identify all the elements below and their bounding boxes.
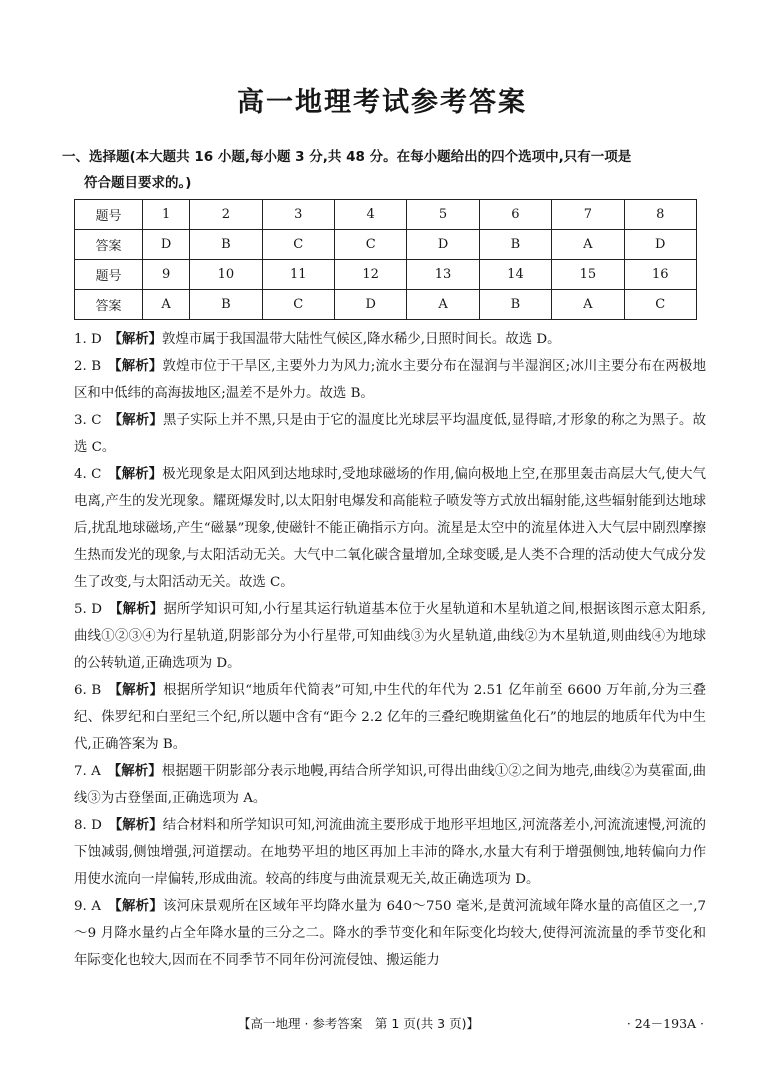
table-cell: 1 — [143, 200, 190, 230]
section-heading-line1: 一、选择题(本大题共 16 小题,每小题 3 分,共 48 分。在每小题给出的四个选项中,只有一项是 — [62, 149, 632, 165]
table-row-header: 答案 — [75, 290, 143, 320]
table-cell: B — [479, 290, 551, 320]
question-answer: 7. A — [74, 764, 101, 779]
table-row — [75, 260, 697, 290]
table-cell: 13 — [407, 260, 479, 290]
page-footer — [0, 1014, 764, 1038]
table-cell: 2 — [190, 200, 262, 230]
analysis-tag: 【解析】 — [115, 602, 164, 617]
table-cell: 12 — [334, 260, 406, 290]
table-cell: A — [407, 290, 479, 320]
section-heading-line2: 符合题目要求的。) — [84, 175, 192, 191]
question-answer: 5. D — [74, 602, 102, 617]
explanation-item — [74, 326, 706, 353]
table-cell: C — [334, 230, 406, 260]
question-answer: 8. D — [74, 818, 102, 833]
footer-code: · 24－193A · — [626, 1016, 704, 1031]
table-cell: C — [262, 290, 334, 320]
explanation-item — [74, 596, 706, 677]
table-cell: D — [624, 230, 696, 260]
table-cell: D — [143, 230, 190, 260]
analysis-tag: 【解析】 — [115, 683, 164, 698]
explanation-text: 根据所学知识“地质年代简表”可知,中生代的年代为 2.51 亿年前至 6600 万年前,分为三叠纪、侏罗纪和白垩纪三个纪,所以题中含有“距今 2.2 亿年的三叠纪晚期鲨鱼化石”的地层的地质年代为中生代,正确答案为 B。 — [74, 683, 706, 752]
question-answer: 2. B — [74, 359, 102, 374]
table-row-header: 题号 — [75, 200, 143, 230]
table-cell: 6 — [479, 200, 551, 230]
table-cell: D — [334, 290, 406, 320]
table-row — [75, 290, 697, 320]
question-answer: 6. B — [74, 683, 102, 698]
table-cell: 5 — [407, 200, 479, 230]
explanation-text: 敦煌市位于干旱区,主要外力为风力;流水主要分布在湿润与半湿润区;冰川主要分布在两极地区和中低纬的高海拔地区;温差不是外力。故选 B。 — [74, 359, 707, 401]
explanation-item — [74, 812, 706, 893]
question-answer: 9. A — [74, 899, 101, 914]
analysis-tag: 【解析】 — [115, 332, 163, 347]
table-row-header: 答案 — [75, 230, 143, 260]
explanation-text: 据所学知识可知,小行星其运行轨道基本位于火星轨道和木星轨道之间,根据该图示意太阳系,曲线①②③④为行星轨道,阴影部分为小行星带,可知曲线③为火星轨道,曲线②为木星轨道,则曲线④为地球的公转轨道,正确选项为 D。 — [74, 602, 706, 671]
table-cell: B — [479, 230, 551, 260]
explanation-text: 黑子实际上并不黑,只是由于它的温度比光球层平均温度低,显得暗,才形象的称之为黑子。故选 C。 — [74, 413, 706, 455]
table-cell: 10 — [190, 260, 262, 290]
table-cell: C — [262, 230, 334, 260]
table-cell: 11 — [262, 260, 334, 290]
analysis-tag: 【解析】 — [115, 467, 163, 482]
table-cell: C — [624, 290, 696, 320]
table-cell: A — [552, 290, 624, 320]
question-answer: 1. D — [74, 332, 102, 347]
analysis-tag: 【解析】 — [114, 359, 163, 374]
analysis-tag: 【解析】 — [115, 818, 163, 833]
explanation-text: 敦煌市属于我国温带大陆性气候区,降水稀少,日照时间长。故选 D。 — [162, 332, 561, 347]
table-cell: 14 — [479, 260, 551, 290]
table-cell: 3 — [262, 200, 334, 230]
analysis-tag: 【解析】 — [115, 413, 163, 428]
table-cell: 8 — [624, 200, 696, 230]
explanation-text: 该河床景观所在区域年平均降水量为 640～750 毫米,是黄河流域年降水量的高值区之一,7～9 月降水量约占全年降水量的三分之二。降水的季节变化和年际变化均较大,使得河流流量的季节变化和年际变化也较大,因而在不同季节不同年份河流侵蚀、搬运能力 — [74, 899, 707, 968]
table-cell: A — [552, 230, 624, 260]
table-row — [75, 200, 697, 230]
page-title: 高一地理考试参考答案 — [237, 87, 527, 118]
footer-page-info: 【高一地理 · 参考答案 第 1 页(共 3 页)】 — [238, 1016, 479, 1031]
explanation-text: 结合材料和所学知识可知,河流曲流主要形成于地形平坦地区,河流落差小,河流流速慢,河流的下蚀减弱,侧蚀增强,河道摆动。在地势平坦的地区再加上丰沛的降水,水量大有利于增强侧蚀,地转偏向力作用使水流向一岸偏转,形成曲流。较高的纬度与曲流景观无关,故正确选项为 D。 — [74, 818, 706, 887]
table-cell: 15 — [552, 260, 624, 290]
explanation-item — [74, 461, 706, 596]
explanation-item — [74, 758, 706, 812]
explanation-item — [74, 893, 706, 974]
table-cell: B — [190, 230, 262, 260]
section-heading — [62, 144, 710, 196]
explanation-list — [74, 326, 706, 974]
table-cell: 16 — [624, 260, 696, 290]
question-answer: 4. C — [74, 467, 102, 482]
analysis-tag: 【解析】 — [114, 764, 162, 779]
table-cell: D — [407, 230, 479, 260]
answer-table — [74, 199, 697, 320]
table-cell: 7 — [552, 200, 624, 230]
table-row-header: 题号 — [75, 260, 143, 290]
question-answer: 3. C — [74, 413, 102, 428]
analysis-tag: 【解析】 — [114, 899, 164, 914]
explanation-text: 极光现象是太阳风到达地球时,受地球磁场的作用,偏向极地上空,在那里轰击高层大气,使大气电离,产生的发光现象。耀斑爆发时,以太阳射电爆发和高能粒子喷发等方式放出辐射能,这些辐射能到达地球后,扰乱地球磁场,产生“磁暴”现象,使磁针不能正确指示方向。流星是太空中的流星体进入大气层中剧烈摩擦生热而发光的现象,与太阳活动无关。大气中二氧化碳含量增加,全球变暖,是人类不合理的活动使大气成分发生了改变,与太阳活动无关。故选 C。 — [74, 467, 707, 590]
table-cell: B — [190, 290, 262, 320]
explanation-item — [74, 353, 706, 407]
table-row — [75, 230, 697, 260]
table-cell: 9 — [143, 260, 190, 290]
table-cell: A — [143, 290, 190, 320]
explanation-text: 根据题干阴影部分表示地幔,再结合所学知识,可得出曲线①②之间为地壳,曲线②为莫霍面,曲线③为古登堡面,正确选项为 A。 — [74, 764, 707, 806]
table-cell: 4 — [334, 200, 406, 230]
explanation-item — [74, 407, 706, 461]
explanation-item — [74, 677, 706, 758]
